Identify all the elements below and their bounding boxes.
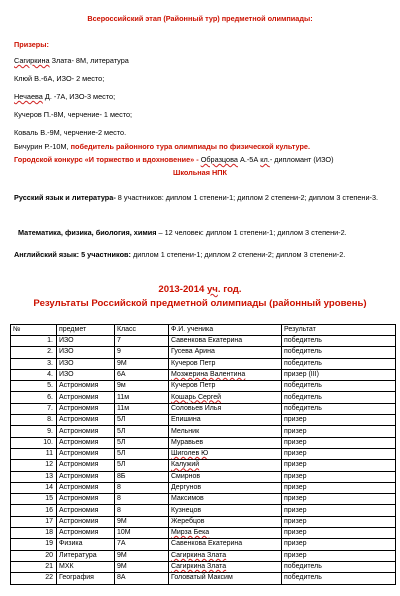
cell-class: 5Л: [115, 426, 169, 437]
table-row: [11, 336, 396, 347]
cell-class: 8Б: [115, 471, 169, 482]
cell-subject: ИЗО: [57, 347, 115, 358]
header-student: Ф.И. ученика: [169, 325, 282, 336]
cell-result: призер: [282, 516, 396, 527]
cell-class: 8: [115, 505, 169, 516]
cell-student: Смирнов: [169, 471, 282, 482]
school-npk-header: Школьная НПК: [172, 168, 227, 177]
npk-russian: [14, 193, 392, 202]
cell-student: Муравьев: [169, 437, 282, 448]
cell-student: Савенкова Екатерина: [169, 539, 282, 550]
npk-text: диплом 1 степени-1; диплом 2 степени-2; диплом 3 степени-2.: [130, 250, 346, 259]
cell-result: призер: [282, 550, 396, 561]
cell-result: призер (III): [282, 369, 396, 380]
table-row: [11, 437, 396, 448]
prizewinners-header: Призеры:: [14, 40, 49, 49]
prize-line-5: Коваль В.-9М, черчение-2 место.: [14, 128, 127, 137]
cell-number: 13: [11, 471, 57, 482]
cell-number: 10.: [11, 437, 57, 448]
cell-subject: Астрономия: [57, 426, 115, 437]
cell-student: Головатый Максим: [169, 573, 282, 584]
table-row: [11, 415, 396, 426]
cell-result: призер: [282, 494, 396, 505]
table-row: [11, 381, 396, 392]
cell-subject: Литература: [57, 550, 115, 561]
cell-number: 11: [11, 448, 57, 459]
misspelled-name: Мирза Бека: [171, 529, 210, 537]
misspelled-name: Нечаева: [14, 92, 43, 101]
cell-class: 11м: [115, 392, 169, 403]
results-subtitle: Результаты Российской предметной олимпиады (районный уровень): [33, 298, 367, 309]
cell-subject: Астрономия: [57, 482, 115, 493]
cell-result: победитель: [282, 358, 396, 369]
cell-result: победитель: [282, 403, 396, 414]
cell-subject: МХК: [57, 561, 115, 572]
misspelled-name: Шиголев Ю: [171, 450, 209, 458]
cell-number: 12: [11, 460, 57, 471]
cell-student: Савенкова Екатерина: [169, 336, 282, 347]
cell-result: призер: [282, 528, 396, 539]
cell-student: [169, 448, 282, 459]
cell-number: 1.: [11, 336, 57, 347]
city-contest-line: [14, 155, 334, 164]
table-row: [11, 448, 396, 459]
cell-class: 5Л: [115, 415, 169, 426]
header-number: №: [11, 325, 57, 336]
cell-number: 2.: [11, 347, 57, 358]
cell-student: Кучеров Петр: [169, 358, 282, 369]
table-row: [11, 392, 396, 403]
cell-number: 3.: [11, 358, 57, 369]
cell-class: 11м: [115, 403, 169, 414]
cell-class: 5Л: [115, 437, 169, 448]
npk-label: Русский язык и литература-: [14, 193, 116, 202]
cell-number: 22: [11, 573, 57, 584]
cell-number: 16: [11, 505, 57, 516]
prize-line-4: Кучеров П.-8М, черчение- 1 место;: [14, 110, 133, 119]
cell-student: [169, 460, 282, 471]
cell-class: 8: [115, 482, 169, 493]
cell-number: 4.: [11, 369, 57, 380]
header-subject: предмет: [57, 325, 115, 336]
prize-line-3: [14, 92, 115, 101]
contest-name: Городской конкурс «И торжество и вдохновение» -: [14, 155, 201, 164]
regional-olympiad-title: Всероссийский этап (Районный тур) предметной олимпиады:: [87, 14, 313, 23]
cell-number: 8.: [11, 415, 57, 426]
table-row: [11, 505, 396, 516]
npk-label: Математика, физика, биология, химия: [18, 228, 157, 237]
cell-result: призер: [282, 437, 396, 448]
table-row: [11, 550, 396, 561]
cell-student: Кузнецов: [169, 505, 282, 516]
cell-class: 9м: [115, 381, 169, 392]
cell-subject: Физика: [57, 539, 115, 550]
cell-class: 8: [115, 494, 169, 505]
table-row: [11, 516, 396, 527]
cell-class: 6А: [115, 369, 169, 380]
npk-label: Английский язык: 5 участников:: [14, 250, 131, 259]
cell-student: [169, 528, 282, 539]
cell-number: 5.: [11, 381, 57, 392]
cell-number: 15: [11, 494, 57, 505]
cell-subject: Астрономия: [57, 494, 115, 505]
cell-number: 20: [11, 550, 57, 561]
table-row: [11, 426, 396, 437]
table-row: [11, 471, 396, 482]
cell-subject: Астрономия: [57, 415, 115, 426]
cell-student: Жеребцов: [169, 516, 282, 527]
cell-class: 7: [115, 336, 169, 347]
cell-subject: ИЗО: [57, 369, 115, 380]
cell-student: Соловьев Илья: [169, 403, 282, 414]
misspelled-abbr: уч: [206, 284, 218, 295]
cell-subject: ИЗО: [57, 358, 115, 369]
header-result: Результат: [282, 325, 396, 336]
cell-student: Дергунов: [169, 482, 282, 493]
table-row: [11, 482, 396, 493]
table-row: [11, 460, 396, 471]
cell-class: 7А: [115, 539, 169, 550]
cell-student: Епишина: [169, 415, 282, 426]
cell-subject: ИЗО: [57, 336, 115, 347]
cell-student: [169, 550, 282, 561]
contest-student: А.-5А: [237, 155, 261, 164]
cell-number: 21: [11, 561, 57, 572]
cell-result: призер: [282, 426, 396, 437]
table-row: [11, 347, 396, 358]
cell-student: [169, 369, 282, 380]
misspelled-name: Образцова: [200, 155, 238, 164]
cell-subject: Астрономия: [57, 528, 115, 539]
cell-result: победитель: [282, 347, 396, 358]
cell-subject: География: [57, 573, 115, 584]
cell-class: 9М: [115, 358, 169, 369]
table-row: [11, 573, 396, 584]
misspelled-name: Сагиркина: [14, 56, 50, 65]
winner-name: Бичурин Р.-10М,: [14, 142, 71, 151]
cell-subject: Астрономия: [57, 516, 115, 527]
table-row: [11, 403, 396, 414]
table-row: [11, 539, 396, 550]
cell-class: 9М: [115, 561, 169, 572]
cell-class: 8А: [115, 573, 169, 584]
cell-result: призер: [282, 505, 396, 516]
table-row: [11, 561, 396, 572]
cell-number: 18: [11, 528, 57, 539]
misspelled-name: Сагиркина Злата: [171, 563, 227, 571]
cell-class: 5Л: [115, 460, 169, 471]
prize-line-text: Д. -7А, ИЗО-3 место;: [42, 92, 116, 101]
cell-result: призер: [282, 482, 396, 493]
prize-line-1: [14, 56, 129, 65]
misspelled-name: Сагиркина Злата: [171, 551, 227, 559]
cell-result: победитель: [282, 392, 396, 403]
misspelled-name: Калужий: [171, 461, 200, 469]
table-header-row: [11, 325, 396, 336]
prize-line-text: Злата- 8М, литература: [49, 56, 129, 65]
cell-number: 9.: [11, 426, 57, 437]
cell-result: призер: [282, 448, 396, 459]
npk-text: – 12 человек: диплом 1 степени-1; диплом 3 степени-2.: [156, 228, 347, 237]
cell-class: 5Л: [115, 448, 169, 459]
table-row: [11, 494, 396, 505]
cell-result: призер: [282, 460, 396, 471]
cell-result: победитель: [282, 336, 396, 347]
cell-subject: Астрономия: [57, 403, 115, 414]
cell-class: 9: [115, 347, 169, 358]
cell-result: победитель: [282, 381, 396, 392]
cell-result: призер: [282, 415, 396, 426]
misspelled-name: Мозжерина Валентина: [171, 371, 246, 379]
cell-class: 10М: [115, 528, 169, 539]
cell-subject: Астрономия: [57, 381, 115, 392]
cell-subject: Астрономия: [57, 392, 115, 403]
cell-number: 17: [11, 516, 57, 527]
cell-class: 9М: [115, 550, 169, 561]
cell-number: 7.: [11, 403, 57, 414]
npk-math: [18, 228, 347, 237]
cell-student: [169, 392, 282, 403]
prize-line-2: Клюй В.-6А, ИЗО- 2 место;: [14, 74, 105, 83]
table-row: [11, 528, 396, 539]
winner-emphasis: победитель районного тура олимпиады по физической культуре.: [70, 142, 311, 151]
misspelled-name: Кошарь Сергей: [171, 393, 222, 401]
cell-number: 14: [11, 482, 57, 493]
contest-result: - дипломант (ИЗО): [269, 155, 334, 164]
cell-subject: Астрономия: [57, 460, 115, 471]
year-text: 2013-2014: [158, 284, 207, 295]
cell-result: призер: [282, 539, 396, 550]
cell-result: победитель: [282, 561, 396, 572]
cell-result: призер: [282, 471, 396, 482]
results-table: [10, 324, 396, 585]
table-row: [11, 358, 396, 369]
year-suffix: . год.: [217, 284, 242, 295]
cell-student: [169, 561, 282, 572]
header-class: Класс: [115, 325, 169, 336]
table-body: [11, 336, 396, 585]
school-year-heading: [0, 284, 400, 296]
npk-english: [14, 250, 345, 259]
cell-number: 6.: [11, 392, 57, 403]
cell-subject: Астрономия: [57, 437, 115, 448]
misspelled-abbr: кл.: [260, 155, 270, 164]
cell-subject: Астрономия: [57, 448, 115, 459]
cell-student: Максимов: [169, 494, 282, 505]
cell-result: победитель: [282, 573, 396, 584]
table-row: [11, 369, 396, 380]
cell-student: Кучеров Петр: [169, 381, 282, 392]
cell-student: Мельник: [169, 426, 282, 437]
cell-class: 9М: [115, 516, 169, 527]
pe-winner-line: [14, 142, 310, 151]
cell-number: 19: [11, 539, 57, 550]
cell-subject: Астрономия: [57, 471, 115, 482]
cell-subject: Астрономия: [57, 505, 115, 516]
npk-text: 8 участников: диплом 1 степени-1; диплом 2 степени-2; диплом 3 степени-3.: [115, 193, 379, 202]
cell-student: Гусева Арина: [169, 347, 282, 358]
